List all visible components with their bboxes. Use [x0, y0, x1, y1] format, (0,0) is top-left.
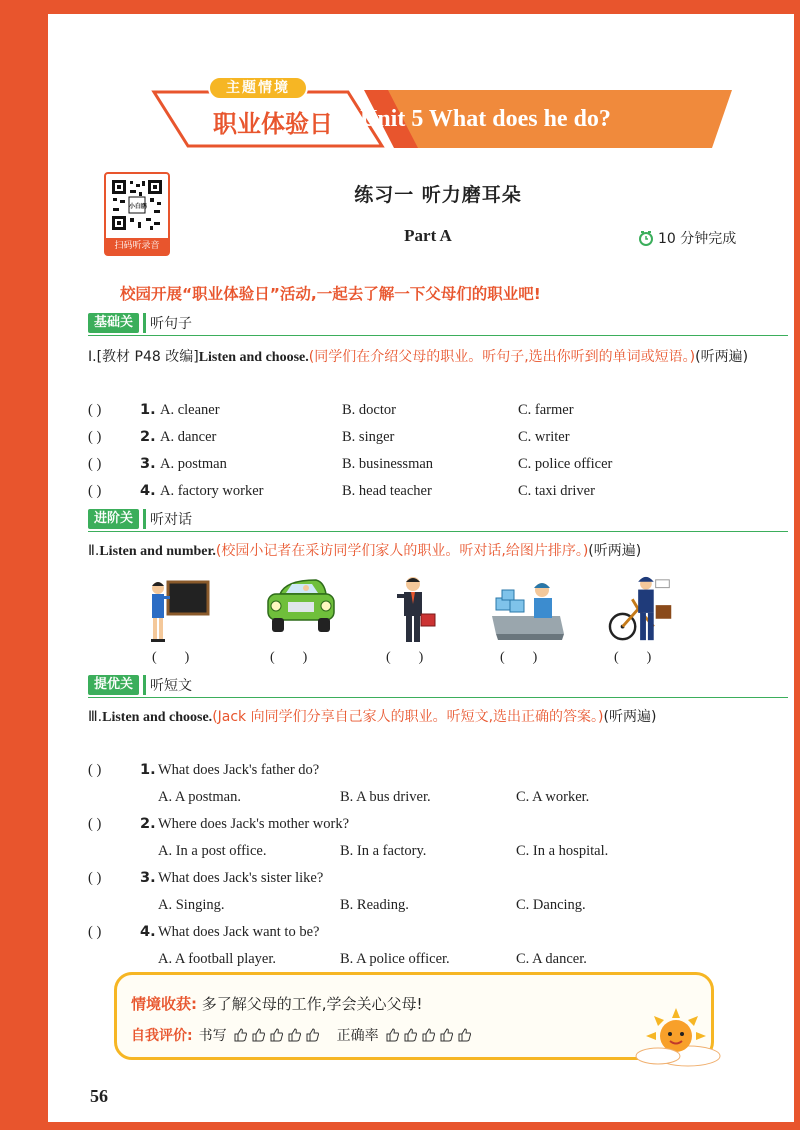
- divider-line: [88, 697, 788, 698]
- option-a: A. factory worker: [160, 483, 264, 499]
- theme-title: 职业体验日: [213, 110, 333, 138]
- scenario-intro: 校园开展“职业体验日”活动,一起去了解一下父母们的职业吧!: [120, 285, 541, 303]
- question-row: [88, 483, 788, 505]
- thumb-up-icon[interactable]: [269, 1027, 285, 1043]
- time-limit: [638, 228, 736, 248]
- question-row: [88, 402, 788, 424]
- instruction-cn: (Jack 向同学们分享自己家人的职业。听短文,选出正确的答案。): [212, 709, 604, 725]
- answer-blank[interactable]: ( ): [88, 924, 102, 940]
- harvest-text: 多了解父母的工作,学会关心父母!: [201, 995, 423, 1013]
- option-a: A. dancer: [160, 429, 217, 445]
- level-badge: 提优关: [88, 675, 139, 695]
- thumb-up-icon[interactable]: [439, 1027, 455, 1043]
- answer-blank[interactable]: ( ): [88, 816, 102, 832]
- option-c: C. writer: [518, 429, 570, 445]
- option-b: B. businessman: [342, 456, 434, 472]
- option-c: C. Dancing.: [516, 897, 586, 913]
- section2-instruction: [88, 538, 788, 565]
- teacher-picture-icon: [146, 574, 210, 646]
- question-number: 2.: [140, 429, 156, 445]
- instruction-en: Listen and choose.: [198, 350, 309, 365]
- repeat-note: (听两遍): [695, 349, 749, 365]
- instruction-cn: (校园小记者在采访同学们家人的职业。听对话,给图片排序。): [215, 543, 589, 559]
- section3-instruction: [88, 704, 788, 731]
- instruction-en: Listen and number.: [99, 544, 216, 559]
- source-note: [教材 P48 改编]: [96, 349, 199, 365]
- question-number: 4.: [140, 924, 156, 940]
- answer-blank[interactable]: ( ): [88, 402, 102, 418]
- option-b: B. singer: [342, 429, 395, 445]
- thumb-up-icon[interactable]: [385, 1027, 401, 1043]
- qr-logo-text: 小白鸥: [128, 203, 147, 210]
- options-row: [88, 897, 788, 919]
- time-limit-text: 10 分钟完成: [658, 231, 737, 247]
- option-c: C. A dancer.: [516, 951, 587, 967]
- option-b: B. doctor: [342, 402, 396, 418]
- question-row: [88, 870, 788, 892]
- level-separator: [143, 313, 146, 333]
- picture-answer-blank[interactable]: ( ): [614, 650, 652, 665]
- question-row: [88, 816, 788, 838]
- answer-blank[interactable]: ( ): [88, 870, 102, 886]
- thumb-up-icon[interactable]: [457, 1027, 473, 1043]
- taxi-driver-picture-icon: [264, 574, 338, 646]
- writing-label: 书写: [198, 1028, 227, 1044]
- qr-code[interactable]: [104, 172, 170, 256]
- option-a: A. In a post office.: [158, 843, 267, 859]
- summary-harvest: [131, 993, 423, 1014]
- part-title: Part A: [404, 226, 452, 245]
- repeat-note: (听两遍): [588, 543, 642, 559]
- option-b: B. head teacher: [342, 483, 432, 499]
- level-name: 听对话: [150, 512, 193, 528]
- thumb-up-icon[interactable]: [233, 1027, 249, 1043]
- option-a: A. A football player.: [158, 951, 276, 967]
- picture-answer-blank[interactable]: ( ): [386, 650, 424, 665]
- option-c: C. A worker.: [516, 789, 590, 805]
- level-separator: [143, 509, 146, 529]
- question-number: 1.: [140, 762, 156, 778]
- options-row: [88, 789, 788, 811]
- summary-self-eval: [131, 1025, 489, 1045]
- question-text: What does Jack's father do?: [158, 762, 320, 778]
- section-number: Ⅰ.: [88, 349, 97, 365]
- thumb-up-icon[interactable]: [305, 1027, 321, 1043]
- section1-instruction: [88, 344, 788, 371]
- sun-mascot-icon: [628, 1004, 724, 1068]
- question-number: 3.: [140, 456, 156, 472]
- worksheet-page: [48, 14, 794, 1122]
- question-row: [88, 456, 788, 478]
- divider-line: [88, 531, 788, 532]
- question-row: [88, 762, 788, 784]
- option-c: C. taxi driver: [518, 483, 595, 499]
- question-text: What does Jack want to be?: [158, 924, 320, 940]
- option-a: A. postman: [160, 456, 227, 472]
- level-separator: [143, 675, 146, 695]
- option-c: C. police officer: [518, 456, 613, 472]
- question-number: 2.: [140, 816, 156, 832]
- accuracy-rating[interactable]: [385, 1027, 473, 1043]
- thumb-up-icon[interactable]: [287, 1027, 303, 1043]
- answer-blank[interactable]: ( ): [88, 429, 102, 445]
- businessman-picture-icon: [393, 574, 439, 646]
- question-number: 3.: [140, 870, 156, 886]
- thumb-up-icon[interactable]: [403, 1027, 419, 1043]
- thumb-up-icon[interactable]: [421, 1027, 437, 1043]
- accuracy-label: 正确率: [336, 1028, 379, 1044]
- harvest-label: 情境收获:: [131, 995, 197, 1013]
- repeat-note: (听两遍): [603, 709, 657, 725]
- level-badge: 进阶关: [88, 509, 139, 529]
- section-number: Ⅲ.: [88, 709, 103, 725]
- postman-picture-icon: [608, 574, 680, 646]
- option-b: B. A police officer.: [340, 951, 450, 967]
- self-eval-label: 自我评价:: [131, 1028, 193, 1044]
- level-advanced: [88, 508, 192, 530]
- level-top: [88, 674, 192, 696]
- divider-line: [88, 335, 788, 336]
- level-name: 听短文: [150, 678, 193, 694]
- option-b: B. In a factory.: [340, 843, 427, 859]
- option-b: B. A bus driver.: [340, 789, 431, 805]
- question-row: [88, 924, 788, 946]
- level-name: 听句子: [150, 316, 193, 332]
- page-number: 56: [90, 1086, 108, 1106]
- writing-rating[interactable]: [233, 1027, 321, 1043]
- question-number: 1.: [140, 402, 156, 418]
- instruction-en: Listen and choose.: [102, 710, 213, 725]
- options-row: [88, 951, 788, 973]
- answer-blank[interactable]: ( ): [88, 483, 102, 499]
- clock-icon: [638, 230, 654, 246]
- option-c: C. In a hospital.: [516, 843, 609, 859]
- options-row: [88, 843, 788, 865]
- factory-worker-picture-icon: [490, 574, 564, 646]
- unit-title: Unit 5 What does he do?: [360, 106, 611, 132]
- section-number: Ⅱ.: [88, 543, 100, 559]
- option-a: A. cleaner: [160, 402, 220, 418]
- question-text: Where does Jack's mother work?: [158, 816, 350, 832]
- option-a: A. A postman.: [158, 789, 241, 805]
- option-c: C. farmer: [518, 402, 574, 418]
- theme-tag: 主题情境: [208, 76, 308, 100]
- qr-caption: 扫码听录音: [106, 238, 168, 254]
- picture-answer-blank[interactable]: ( ): [500, 650, 538, 665]
- summary-box: [114, 972, 714, 1060]
- question-row: [88, 429, 788, 451]
- level-basic: [88, 312, 192, 334]
- answer-blank[interactable]: ( ): [88, 456, 102, 472]
- question-number: 4.: [140, 483, 156, 499]
- option-b: B. Reading.: [340, 897, 409, 913]
- answer-blank[interactable]: ( ): [88, 762, 102, 778]
- thumb-up-icon[interactable]: [251, 1027, 267, 1043]
- picture-answer-blank[interactable]: ( ): [270, 650, 308, 665]
- level-badge: 基础关: [88, 313, 139, 333]
- option-a: A. Singing.: [158, 897, 225, 913]
- instruction-cn: (同学们在介绍父母的职业。听句子,选出你听到的单词或短语。): [308, 349, 696, 365]
- question-text: What does Jack's sister like?: [158, 870, 324, 886]
- picture-answer-blank[interactable]: ( ): [152, 650, 190, 665]
- exercise-title: 练习一 听力磨耳朵: [354, 184, 522, 206]
